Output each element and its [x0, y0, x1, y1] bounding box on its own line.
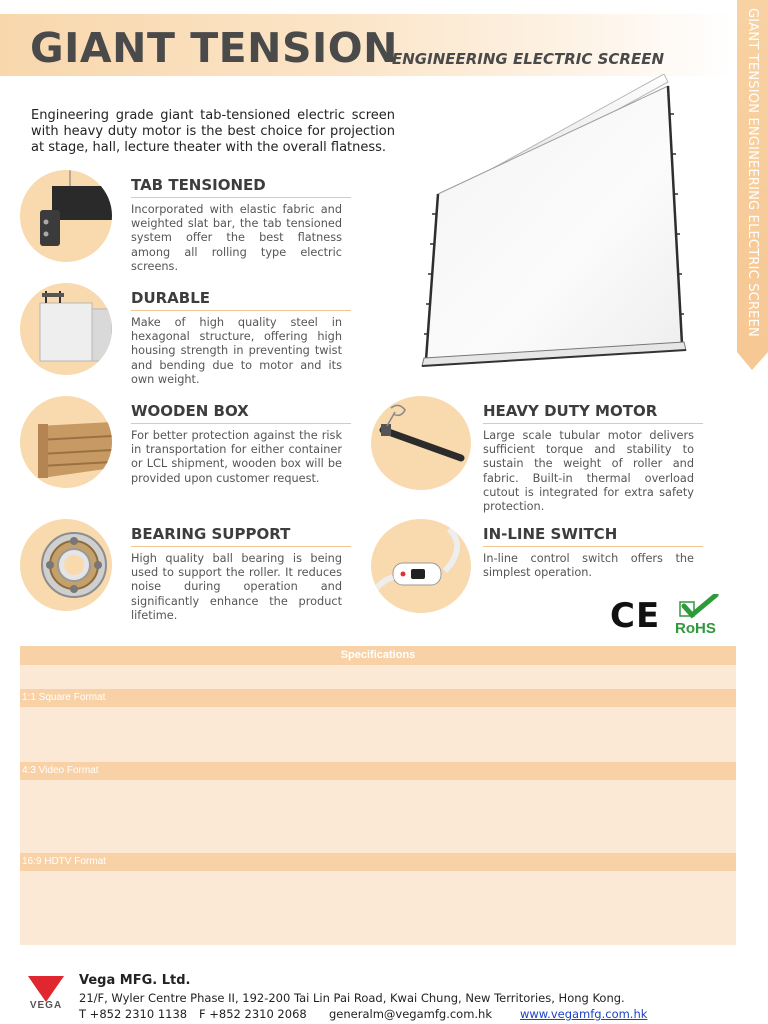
feature-title: WOODEN BOX	[131, 402, 249, 420]
feature-description: In-line control switch offers the simplest operation.	[483, 552, 694, 580]
bearing-icon	[20, 519, 112, 611]
specifications-table	[20, 646, 736, 945]
feature-tab-tensioned	[20, 170, 350, 273]
heavy-duty-motor-image	[371, 396, 471, 490]
divider	[483, 423, 703, 424]
divider	[131, 546, 351, 547]
wooden-box-icon	[20, 396, 112, 488]
inline-switch-image	[371, 519, 471, 613]
page-subtitle: ENGINEERING ELECTRIC SCREEN	[392, 50, 665, 68]
projection-screen-image	[418, 74, 726, 374]
durable-image	[20, 283, 112, 375]
feature-description: For better protection against the risk in transportation for either container or LCL shipment, wooden box will be provided upon customer request.	[131, 429, 342, 485]
bearing-support-image	[20, 519, 112, 611]
feature-description: High quality ball bearing is being used to support the roller. It reduces noise during operation and significantly enhance the product lifetime.	[131, 552, 342, 622]
spec-section-video: 4:3 Video Format	[20, 762, 736, 780]
company-address: 21/F, Wyler Centre Phase II, 192-200 Tai Lin Pai Road, Kwai Chung, New Territories, Hong Kong.	[79, 991, 625, 1005]
feature-durable	[20, 283, 350, 386]
vega-logo	[26, 972, 66, 1022]
feature-heavy-duty-motor	[371, 396, 701, 516]
feature-title: DURABLE	[131, 289, 211, 307]
vega-logo-text: VEGA	[29, 1000, 63, 1011]
housing-icon	[20, 283, 112, 375]
divider	[131, 310, 351, 311]
vega-logo-icon	[26, 972, 66, 1022]
ce-mark: CE	[610, 596, 661, 636]
rohs-check-icon	[674, 594, 724, 620]
feature-description: Make of high quality steel in hexagonal structure, offering high housing strength in preventing twist and bending due to motor and its own weight.	[131, 316, 342, 386]
intro-paragraph: Engineering grade giant tab-tensioned electric screen with heavy duty motor is the best choice for projection at stage, hall, lecture theater with the overall flatness.	[31, 108, 395, 155]
screen-case-icon	[20, 170, 112, 262]
feature-wooden-box	[20, 396, 350, 496]
feature-title: BEARING SUPPORT	[131, 525, 291, 543]
divider	[483, 546, 703, 547]
tab-tensioned-image	[20, 170, 112, 262]
wooden-box-image	[20, 396, 112, 488]
feature-bearing-support	[20, 519, 350, 622]
motor-icon	[371, 396, 471, 490]
phone-number: T +852 2310 1138	[79, 1007, 188, 1021]
certifications	[608, 594, 728, 642]
company-name: Vega MFG. Ltd.	[79, 973, 191, 988]
side-banner-label: GIANT TENSION ENGINEERING ELECTRIC SCREEN	[745, 8, 760, 337]
divider	[131, 197, 351, 198]
feature-description: Large scale tubular motor delivers sufficient torque and stability to sustain the weight of roller and fabric. Built-in thermal overload cutout is integrated for extra safety protection.	[483, 429, 694, 514]
email-address: generalm@vegamfg.com.hk	[329, 1007, 493, 1021]
feature-title: HEAVY DUTY MOTOR	[483, 402, 658, 420]
switch-icon	[371, 519, 471, 613]
spec-section-hdtv: 16:9 HDTV Format	[20, 853, 736, 871]
feature-description: Incorporated with elastic fabric and weighted slat bar, the tab tensioned system offer the best flatness among all rolling type electric screens.	[131, 203, 342, 273]
rohs-mark: RoHS	[675, 620, 716, 637]
side-banner-tip	[737, 352, 768, 370]
website-link[interactable]: www.vegamfg.com.hk	[520, 1007, 648, 1021]
feature-title: IN-LINE SWITCH	[483, 525, 618, 543]
page-title: GIANT TENSION	[30, 24, 398, 72]
fax-number: F +852 2310 2068	[199, 1007, 307, 1021]
spec-section-square: 1:1 Square Format	[20, 689, 736, 707]
specifications-header: Specifications	[20, 646, 736, 665]
divider	[131, 423, 351, 424]
feature-title: TAB TENSIONED	[131, 176, 266, 194]
